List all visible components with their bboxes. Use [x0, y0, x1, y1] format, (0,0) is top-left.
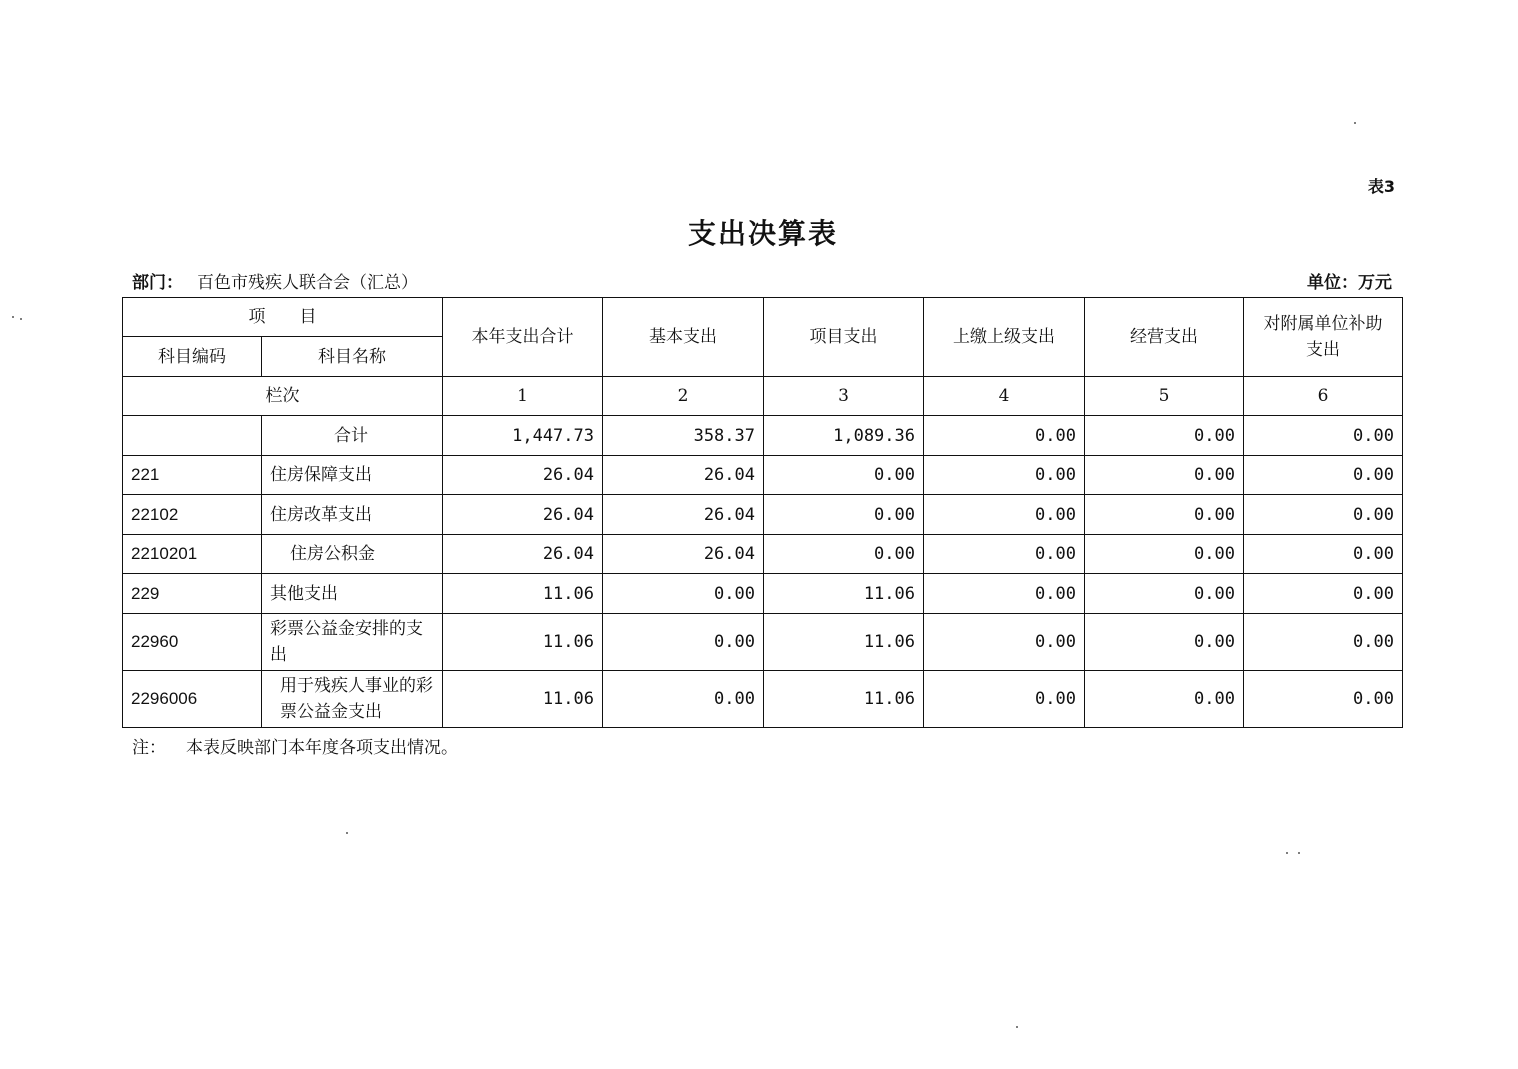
table-row — [123, 456, 1403, 495]
header-row-1 — [123, 298, 1403, 337]
value-cell: 0.00 — [1085, 416, 1244, 456]
value-cell: 0.00 — [1085, 456, 1244, 495]
value-cell: 0.00 — [1244, 416, 1403, 456]
department-line — [132, 268, 418, 293]
value-cell: 26.04 — [443, 456, 603, 495]
header-subsidy: 对附属单位补助支出 — [1244, 298, 1403, 377]
seq-label: 栏次 — [123, 377, 443, 416]
seq-cell: 6 — [1244, 377, 1403, 416]
value-cell: 358.37 — [603, 416, 764, 456]
expenditure-table — [122, 297, 1403, 728]
value-cell: 11.06 — [764, 671, 924, 728]
table-row — [123, 614, 1403, 671]
seq-cell: 4 — [924, 377, 1085, 416]
value-cell: 11.06 — [764, 574, 924, 614]
value-cell: 11.06 — [764, 614, 924, 671]
value-cell: 0.00 — [603, 574, 764, 614]
code-cell: 221 — [123, 456, 262, 495]
code-cell: 22960 — [123, 614, 262, 671]
value-cell: 26.04 — [443, 495, 603, 535]
total-row — [123, 416, 1403, 456]
header-business: 经营支出 — [1085, 298, 1244, 377]
footnote-text: 本表反映部门本年度各项支出情况。 — [186, 738, 458, 758]
table-row — [123, 671, 1403, 728]
code-cell: 22102 — [123, 495, 262, 535]
value-cell: 26.04 — [443, 535, 603, 574]
seq-cell: 3 — [764, 377, 924, 416]
header-item: 项 目 — [123, 298, 443, 337]
value-cell: 0.00 — [1085, 614, 1244, 671]
value-cell: 0.00 — [764, 456, 924, 495]
value-cell: 26.04 — [603, 495, 764, 535]
footnote-label: 注： — [132, 738, 166, 758]
value-cell: 0.00 — [1244, 495, 1403, 535]
scan-speck — [346, 832, 348, 834]
scan-speck — [12, 316, 14, 318]
table-row — [123, 495, 1403, 535]
scan-speck — [20, 318, 22, 320]
value-cell: 1,089.36 — [764, 416, 924, 456]
value-cell: 0.00 — [924, 614, 1085, 671]
value-cell: 0.00 — [603, 614, 764, 671]
value-cell: 0.00 — [1085, 495, 1244, 535]
header-name: 科目名称 — [262, 337, 443, 377]
value-cell: 1,447.73 — [443, 416, 603, 456]
department-label: 部门： — [132, 273, 183, 293]
total-code-cell — [123, 416, 262, 456]
name-cell: 住房改革支出 — [262, 495, 443, 535]
value-cell: 0.00 — [924, 456, 1085, 495]
seq-row — [123, 377, 1403, 416]
value-cell: 0.00 — [924, 574, 1085, 614]
scan-speck — [1298, 852, 1300, 854]
name-cell: 住房公积金 — [262, 535, 443, 574]
header-upper: 上缴上级支出 — [924, 298, 1085, 377]
value-cell: 0.00 — [764, 535, 924, 574]
seq-cell: 2 — [603, 377, 764, 416]
value-cell: 0.00 — [924, 671, 1085, 728]
seq-cell: 1 — [443, 377, 603, 416]
table-row — [123, 535, 1403, 574]
unit-label: 单位：万元 — [1307, 273, 1392, 293]
header-project: 项目支出 — [764, 298, 924, 377]
name-cell: 其他支出 — [262, 574, 443, 614]
value-cell: 0.00 — [1244, 574, 1403, 614]
scan-speck — [1354, 122, 1356, 124]
value-cell: 0.00 — [1244, 535, 1403, 574]
name-cell: 彩票公益金安排的支出 — [262, 614, 443, 671]
value-cell: 0.00 — [603, 671, 764, 728]
value-cell: 11.06 — [443, 614, 603, 671]
header-code: 科目编码 — [123, 337, 262, 377]
table-number: 表3 — [1367, 177, 1395, 196]
code-cell: 2296006 — [123, 671, 262, 728]
footnote — [132, 733, 458, 758]
value-cell: 0.00 — [924, 495, 1085, 535]
value-cell: 0.00 — [1244, 456, 1403, 495]
value-cell: 11.06 — [443, 671, 603, 728]
value-cell: 11.06 — [443, 574, 603, 614]
value-cell: 0.00 — [924, 416, 1085, 456]
code-cell: 229 — [123, 574, 262, 614]
value-cell: 0.00 — [1085, 574, 1244, 614]
header-total: 本年支出合计 — [443, 298, 603, 377]
scan-speck — [1016, 1026, 1018, 1028]
name-cell: 住房保障支出 — [262, 456, 443, 495]
value-cell: 0.00 — [1085, 535, 1244, 574]
code-cell: 2210201 — [123, 535, 262, 574]
value-cell: 0.00 — [924, 535, 1085, 574]
seq-cell: 5 — [1085, 377, 1244, 416]
scan-speck — [1286, 852, 1288, 854]
document-title: 支出决算表 — [687, 217, 838, 250]
header-basic: 基本支出 — [603, 298, 764, 377]
table-row — [123, 574, 1403, 614]
name-cell: 用于残疾人事业的彩票公益金支出 — [262, 671, 443, 728]
total-label: 合计 — [262, 416, 443, 456]
value-cell: 0.00 — [1244, 614, 1403, 671]
value-cell: 0.00 — [764, 495, 924, 535]
value-cell: 0.00 — [1085, 671, 1244, 728]
value-cell: 26.04 — [603, 456, 764, 495]
value-cell: 0.00 — [1244, 671, 1403, 728]
value-cell: 26.04 — [603, 535, 764, 574]
department-name: 百色市残疾人联合会（汇总） — [197, 273, 418, 293]
